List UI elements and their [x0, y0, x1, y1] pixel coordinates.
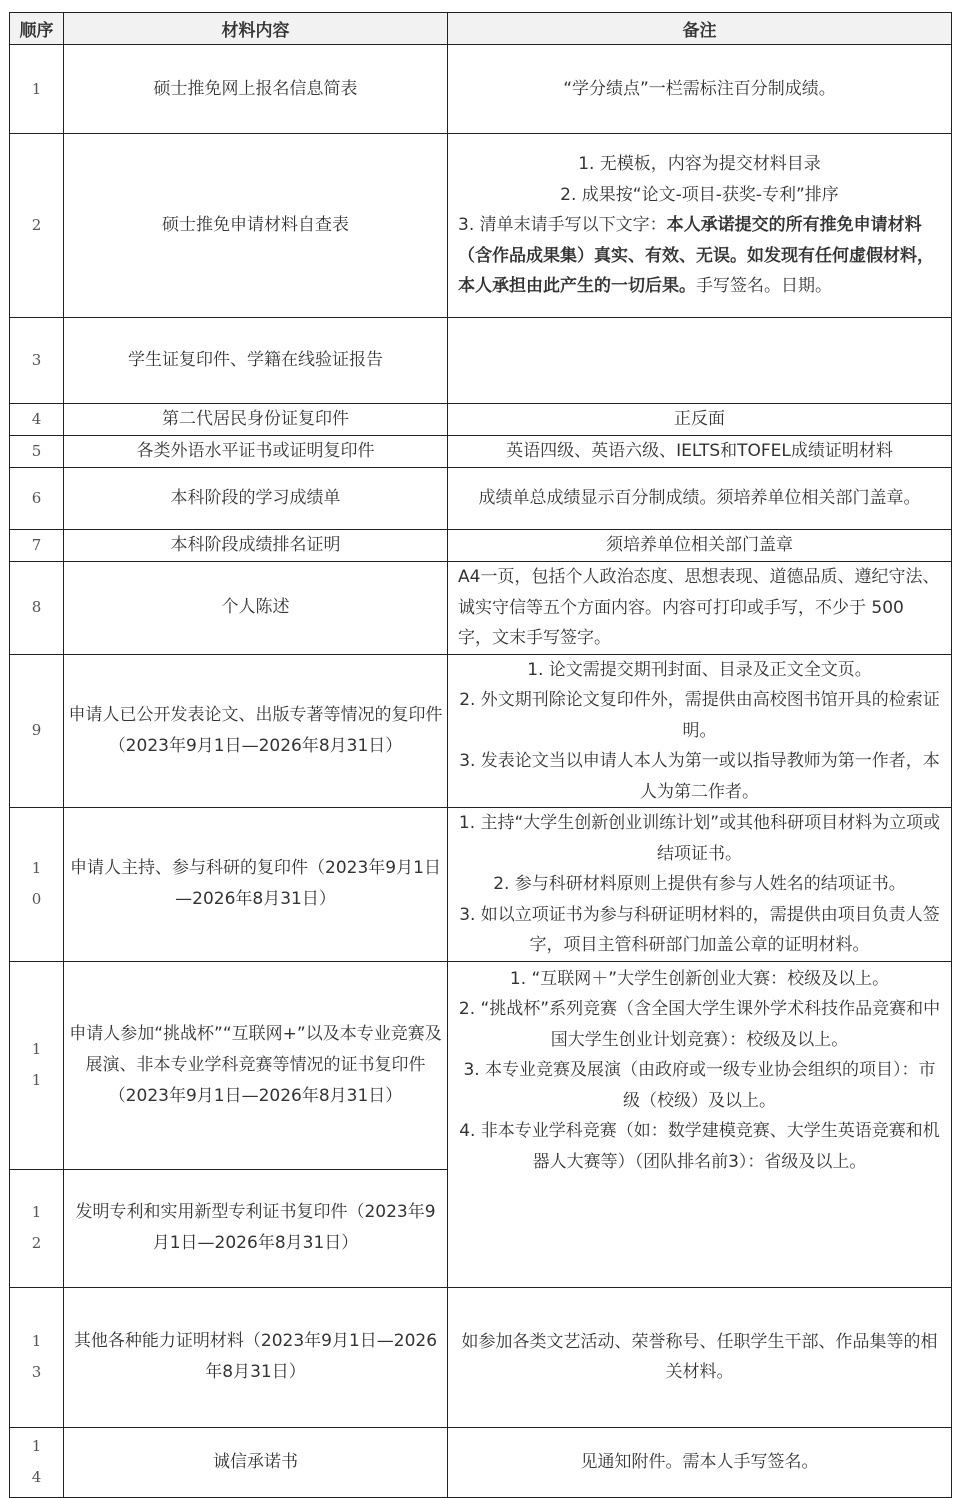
- materials-document: [9, 12, 951, 1498]
- table-row: [10, 562, 952, 655]
- table-header-row: [10, 13, 952, 45]
- material-content: 其他各种能力证明材料（2023年9月1日—2026年8月31日）: [64, 1287, 448, 1427]
- header-seq: 顺序: [10, 13, 64, 45]
- material-note: A4一页，包括个人政治态度、思想表现、道德品质、遵纪守法、诚实守信等五个方面内容。内容可打印或手写，不少于 500 字，文末手写签字。: [448, 562, 952, 655]
- table-row: [10, 436, 952, 468]
- material-content: 各类外语水平证书或证明复印件: [64, 436, 448, 468]
- row-number: 7: [10, 530, 64, 562]
- row-number: 5: [10, 436, 64, 468]
- row-number: 1 3: [10, 1287, 64, 1427]
- table-row: [10, 530, 952, 562]
- table-row: [10, 654, 952, 808]
- material-note: 1. 主持“大学生创新创业训练计划”或其他科研项目材料为立项或结项证书。 2. 参与科研材料原则上提供有参与人姓名的结项证书。 3. 如以立项证书为参与科研证明材料的，需提供由项目负责人签字，项目主管科研部门加盖公章的证明材料。: [448, 808, 952, 962]
- row-number: 1 2: [10, 1169, 64, 1287]
- material-content: 硕士推免网上报名信息简表: [64, 45, 448, 134]
- material-content: 第二代居民身份证复印件: [64, 404, 448, 436]
- table-row: [10, 45, 952, 134]
- row-number: 1 1: [10, 961, 64, 1169]
- row-number: 8: [10, 562, 64, 655]
- material-content: 发明专利和实用新型专利证书复印件（2023年9月1日—2026年8月31日）: [64, 1169, 448, 1287]
- material-content: 学生证复印件、学籍在线验证报告: [64, 318, 448, 404]
- material-note: 英语四级、英语六级、IELTS和TOFEL成绩证明材料: [448, 436, 952, 468]
- materials-table: [9, 12, 952, 1498]
- row-number: 1 4: [10, 1427, 64, 1497]
- row-number: 1: [10, 45, 64, 134]
- header-note: 备注: [448, 13, 952, 45]
- material-note: 1. “互联网＋”大学生创新创业大赛：校级及以上。 2. “挑战杯”系列竞赛（含全国大学生课外学术科技作品竞赛和中国大学生创业计划竞赛）：校级及以上。 3. 本专业竞赛及展演（由政府或一级专业协会组织的项目）：市级（校级）及以上。 4. 非本专业学科竞赛（如：数学建模竞赛、大学生英语竞赛和机器人大赛等）（团队排名前3）：省级及以上。: [448, 961, 952, 1287]
- material-content: 申请人已公开发表论文、出版专著等情况的复印件（2023年9月1日—2026年8月31日）: [64, 654, 448, 808]
- row-number: 6: [10, 468, 64, 530]
- material-note: 见通知附件。需本人手写签名。: [448, 1427, 952, 1497]
- material-note: 正反面: [448, 404, 952, 436]
- material-content: 硕士推免申请材料自查表: [64, 134, 448, 318]
- row-number: 1 0: [10, 808, 64, 962]
- row-number: 3: [10, 318, 64, 404]
- material-content: 本科阶段成绩排名证明: [64, 530, 448, 562]
- material-note: “学分绩点”一栏需标注百分制成绩。: [448, 45, 952, 134]
- row-number: 2: [10, 134, 64, 318]
- material-note: 1. 论文需提交期刊封面、目录及正文全文页。 2. 外文期刊除论文复印件外，需提供由高校图书馆开具的检索证明。 3. 发表论文当以申请人本人为第一或以指导教师为第一作者，本人为第二作者。: [448, 654, 952, 808]
- material-content: 本科阶段的学习成绩单: [64, 468, 448, 530]
- material-content: 诚信承诺书: [64, 1427, 448, 1497]
- row-number: 4: [10, 404, 64, 436]
- row-number: 9: [10, 654, 64, 808]
- promise-text: 本人承诺提交的所有推免申请材料（含作品成果集）真实、有效、无误。如发现有任何虚假材料，本人承担由此产生的一切后果。: [458, 215, 934, 297]
- table-row: [10, 1287, 952, 1427]
- material-note: 如参加各类文艺活动、荣誉称号、任职学生干部、作品集等的相关材料。: [448, 1287, 952, 1427]
- material-content: 申请人参加“挑战杯”“互联网+”以及本专业竞赛及展演、非本专业学科竞赛等情况的证书复印件（2023年9月1日—2026年8月31日）: [64, 961, 448, 1169]
- table-row: [10, 468, 952, 530]
- table-row: [10, 318, 952, 404]
- header-content: 材料内容: [64, 13, 448, 45]
- table-row: [10, 1427, 952, 1497]
- table-row: [10, 961, 952, 1169]
- table-row: [10, 404, 952, 436]
- table-row: [10, 134, 952, 318]
- material-content: 申请人主持、参与科研的复印件（2023年9月1日—2026年8月31日）: [64, 808, 448, 962]
- material-note: [448, 318, 952, 404]
- material-note: 成绩单总成绩显示百分制成绩。须培养单位相关部门盖章。: [448, 468, 952, 530]
- material-content: 个人陈述: [64, 562, 448, 655]
- material-note: 1. 无模板，内容为提交材料目录 2. 成果按“论文-项目-获奖-专利”排序 3. 清单末请手写以下文字：本人承诺提交的所有推免申请材料（含作品成果集）真实、有效、无误。如发现有任何虚假材料，本人承担由此产生的一切后果。手写签名。日期。: [448, 134, 952, 318]
- table-row: [10, 808, 952, 962]
- material-note: 须培养单位相关部门盖章: [448, 530, 952, 562]
